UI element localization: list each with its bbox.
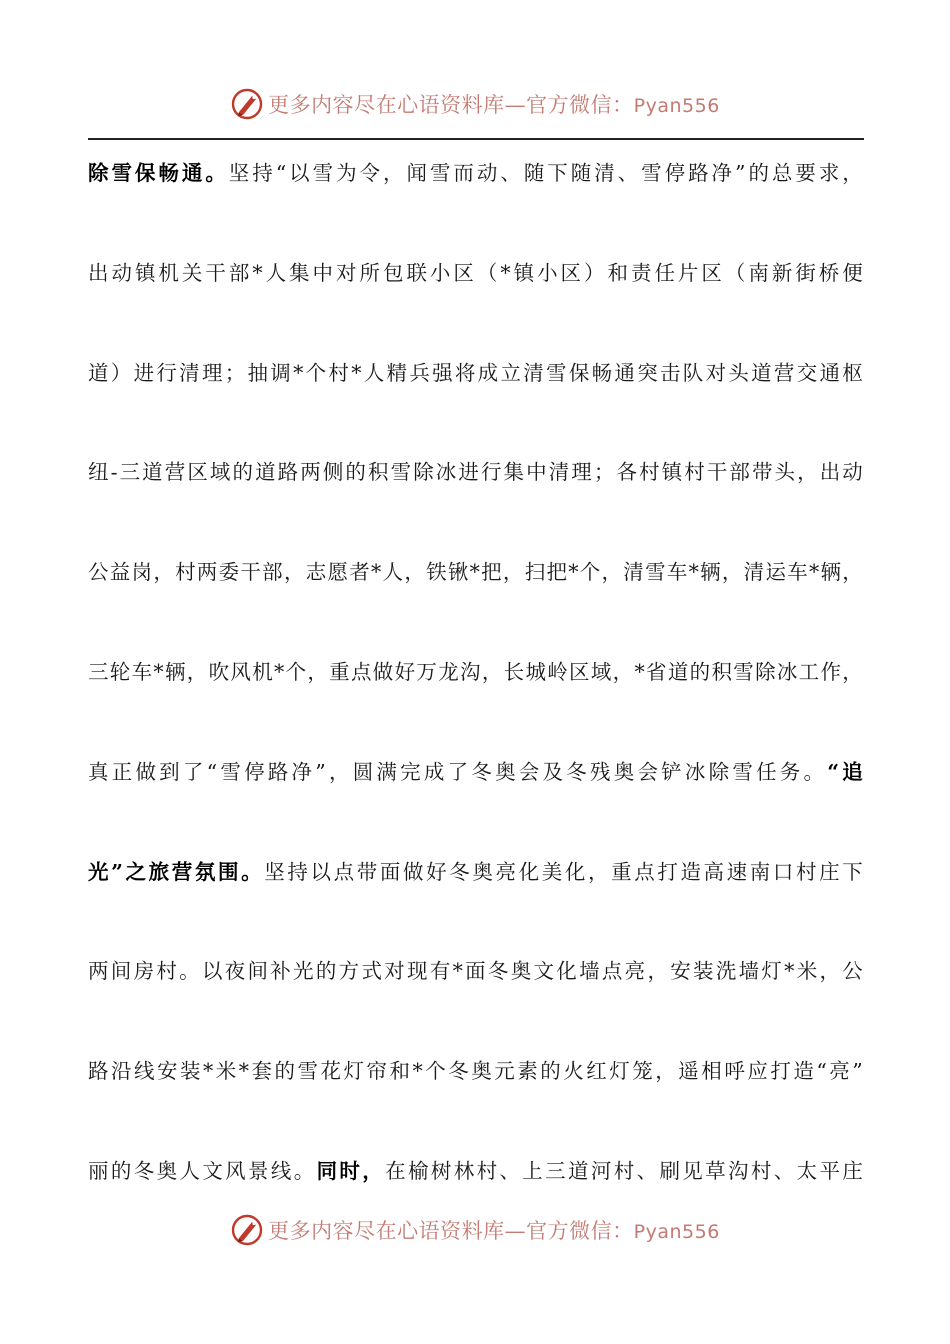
body-text-segment: 真正做到了“雪停路净”，圆满完成了冬奥会及冬残奥会铲冰除雪任务。 — [88, 759, 828, 784]
body-text-segment: 路沿线安装*米*套的雪花灯帘和*个冬奥元素的火红灯笼，遥相呼应打造“亮” — [88, 1059, 864, 1084]
text-line — [88, 750, 864, 850]
page-footer-banner — [0, 1210, 950, 1250]
body-text-segment: 出动镇机关干部*人集中对所包联小区（*镇小区）和责任片区（南新街桥便 — [88, 260, 864, 285]
banner-text: 更多内容尽在心语资料库—官方微信： — [268, 93, 634, 117]
body-text-segment: 纽-三道营区域的道路两侧的积雪除冰进行集中清理；各村镇村干部带头，出动 — [88, 460, 864, 485]
body-text-segment: 道）进行清理；抽调*个村*人精兵强将成立清雪保畅通突击队对头道营交通枢 — [88, 360, 864, 385]
body-text-segment: 坚持以点带面做好冬奥亮化美化，重点打造高速南口村庄下 — [264, 859, 864, 884]
bold-heading-text: “追 — [827, 759, 864, 784]
page-header-banner — [0, 84, 950, 124]
pen-logo-icon — [230, 1213, 264, 1247]
pen-logo-icon — [230, 87, 264, 121]
body-text-segment: 三轮车*辆，吹风机*个，重点做好万龙沟，长城岭区域，*省道的积雪除冰工作， — [88, 659, 864, 684]
header-divider — [88, 138, 864, 140]
wechat-id: Pyan556 — [633, 95, 720, 117]
banner-text: 更多内容尽在心语资料库—官方微信： — [268, 1219, 634, 1243]
text-line — [88, 1049, 864, 1149]
bold-heading-text: 光”之旅营氛围。 — [88, 859, 265, 884]
body-text-segment: 两间房村。以夜间补光的方式对现有*面冬奥文化墙点亮，安装洗墙灯*米，公 — [88, 959, 864, 984]
text-line — [88, 650, 864, 750]
text-line — [88, 550, 864, 650]
wechat-id: Pyan556 — [633, 1221, 720, 1243]
document-body — [88, 151, 864, 1249]
text-line — [88, 351, 864, 451]
text-line — [88, 251, 864, 351]
text-line — [88, 949, 864, 1049]
body-text-segment: 在榆树林村、上三道河村、刷见草沟村、太平庄 — [385, 1158, 864, 1183]
body-text-segment: 公益岗，村两委干部，志愿者*人，铁锹*把，扫把*个，清雪车*辆，清运车*辆， — [88, 560, 864, 585]
body-text-segment: 坚持“以雪为令，闻雪而动、随下随清、雪停路净”的总要求， — [228, 161, 864, 185]
bold-heading-text: 同时， — [316, 1158, 386, 1183]
bold-heading-text: 除雪保畅通。 — [88, 161, 229, 185]
text-line — [88, 151, 864, 251]
body-text-segment: 丽的冬奥人文风景线。 — [88, 1158, 317, 1183]
text-line — [88, 450, 864, 550]
text-line — [88, 850, 864, 950]
